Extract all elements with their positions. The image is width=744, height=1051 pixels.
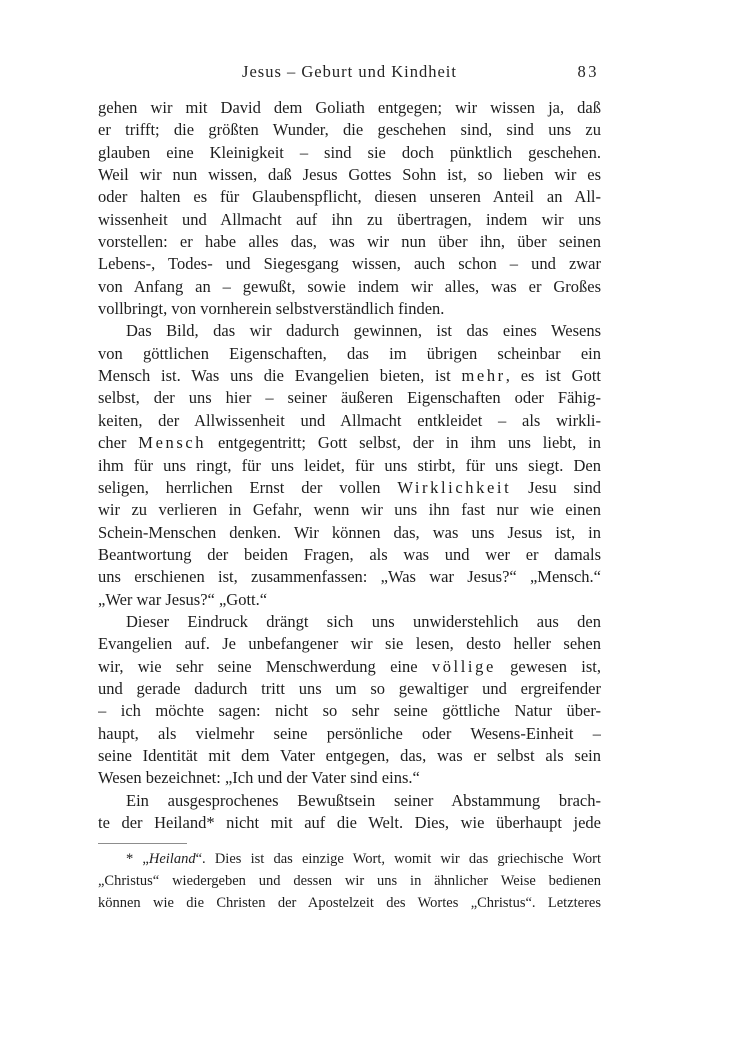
text-segment: cher xyxy=(98,433,139,453)
text-segment: Jesu sind xyxy=(511,477,601,497)
text-segment: Mensch xyxy=(138,433,207,453)
footnote-rule xyxy=(98,843,187,844)
body-text-line xyxy=(98,142,601,164)
running-header xyxy=(98,62,601,82)
body-text-line xyxy=(98,611,601,633)
body-text-line xyxy=(98,522,601,544)
page-number: 83 xyxy=(577,62,599,81)
text-segment: seligen, herrlichen Ernst der vollen xyxy=(98,477,398,497)
body-text-line xyxy=(98,209,601,231)
body-text-line xyxy=(98,566,601,588)
text-segment: * „ xyxy=(126,851,149,867)
body-text-line xyxy=(98,231,601,253)
body-text-line xyxy=(98,812,601,834)
text-segment: oder halten es für Glaubenspflicht, diesen unseren Anteil an All- xyxy=(98,187,601,207)
text-segment: vollbringt, von vornherein selbstverständlich finden. xyxy=(98,299,445,319)
text-segment: ihm für uns ringt, für uns leidet, für uns stirbt, für uns siegt. Den xyxy=(98,455,601,475)
body-text-line xyxy=(98,298,601,320)
body-text-line xyxy=(98,499,601,521)
text-segment: Schein-Menschen denken. Wir können das, was uns Jesus ist, in xyxy=(98,522,601,542)
text-segment: können wie die Christen der Apostelzeit des Wortes „Christus“. Letzteres xyxy=(98,894,601,911)
text-segment: Wirklichkeit xyxy=(397,477,512,497)
footnote-line xyxy=(98,849,601,871)
body-text-line xyxy=(98,119,601,141)
body-text-line xyxy=(98,97,601,119)
text-segment: – ich möchte sagen: nicht so sehr seine göttliche Natur über- xyxy=(98,701,601,721)
text-segment: und gerade dadurch tritt uns um so gewaltiger und ergreifender xyxy=(98,678,601,698)
text-segment: glauben eine Kleinigkeit – sind sie doch pünktlich geschehen. xyxy=(98,142,601,162)
body-text-line xyxy=(98,589,601,611)
footnote-line xyxy=(98,871,601,893)
text-segment: haupt, als vielmehr seine persönliche oder Wesens-Einheit – xyxy=(98,723,601,743)
body-text-line xyxy=(98,790,601,812)
body-text-line xyxy=(98,723,601,745)
body-text-line xyxy=(98,656,601,678)
text-segment: mehr xyxy=(461,366,506,386)
text-segment: wir zu verlieren in Gefahr, wenn wir uns ihn fast nur wie einen xyxy=(98,500,601,520)
body-text xyxy=(98,97,601,834)
text-segment: wissenheit und Allmacht auf ihn zu übertragen, indem wir uns xyxy=(98,209,601,229)
text-segment: Weil wir nun wissen, daß Jesus Gottes Sohn ist, so lieben wir es xyxy=(98,165,601,185)
body-text-line xyxy=(98,410,601,432)
body-text-line xyxy=(98,700,601,722)
body-text-line xyxy=(98,633,601,655)
text-segment: entgegentritt; Gott selbst, der in ihm uns liebt, in xyxy=(206,433,601,453)
text-segment: seine Identität mit dem Vater entgegen, das, was er selbst als sein xyxy=(98,745,601,765)
body-text-line xyxy=(98,253,601,275)
text-segment: von göttlichen Eigenschaften, das im übrigen scheinbar ein xyxy=(98,343,601,363)
text-segment: Wesen bezeichnet: „Ich und der Vater sind eins.“ xyxy=(98,768,420,788)
text-segment: er trifft; die größten Wunder, die geschehen sind, sind uns zu xyxy=(98,120,601,140)
footnote-lines xyxy=(98,849,601,914)
body-text-line xyxy=(98,320,601,342)
body-text-line xyxy=(98,544,601,566)
text-segment: “. Dies ist das einzige Wort, womit wir das griechische Wort xyxy=(195,851,601,867)
text-segment: keiten, der Allwissenheit und Allmacht entkleidet – als wirkli- xyxy=(98,410,601,430)
text-segment: Das Bild, das wir dadurch gewinnen, ist das eines Wesens xyxy=(126,321,601,341)
text-segment: Beantwortung der beiden Fragen, als was und wer er damals xyxy=(98,544,601,564)
body-text-line xyxy=(98,186,601,208)
text-segment: selbst, der uns hier – seiner äußeren Eigenschaften oder Fähig- xyxy=(98,388,601,408)
body-text-line xyxy=(98,365,601,387)
text-segment: uns erschienen ist, zusammenfassen: „Was war Jesus?“ „Mensch.“ xyxy=(98,567,601,587)
text-segment: „Christus“ wiedergeben und dessen wir uns in ähnlicher Weise bedienen xyxy=(98,872,601,889)
text-segment: wir, wie sehr seine Menschwerdung eine xyxy=(98,656,432,676)
text-segment: Evangelien auf. Je unbefangener wir sie lesen, desto heller sehen xyxy=(98,634,601,654)
text-segment: Dieser Eindruck drängt sich uns unwiderstehlich aus den xyxy=(126,611,601,631)
text-segment: gewesen ist, xyxy=(495,656,601,676)
footnote-line xyxy=(98,893,601,915)
text-segment: te der Heiland* nicht mit auf die Welt. Dies, wie überhaupt jede xyxy=(98,813,601,832)
body-text-line xyxy=(98,455,601,477)
body-text-line xyxy=(98,477,601,499)
body-text-line xyxy=(98,432,601,454)
text-segment: , es ist Gott xyxy=(505,366,601,386)
text-segment: Heiland xyxy=(148,851,196,867)
body-text-line xyxy=(98,745,601,767)
body-text-line xyxy=(98,678,601,700)
text-segment: Lebens-, Todes- und Siegesgang wissen, auch schon – und zwar xyxy=(98,254,601,274)
page-header-title: Jesus – Geburt und Kindheit xyxy=(242,62,457,81)
text-segment: gehen wir mit David dem Goliath entgegen; wir wissen ja, daß xyxy=(98,98,601,117)
text-segment: völlige xyxy=(431,656,496,676)
text-segment: Ein ausgesprochenes Bewußtsein seiner Abstammung brach- xyxy=(126,790,601,810)
text-segment: vorstellen: er habe alles das, was wir nun über ihn, über seinen xyxy=(98,232,601,252)
body-text-line xyxy=(98,387,601,409)
body-text-line xyxy=(98,164,601,186)
text-segment: Mensch ist. Was uns die Evangelien bieten, ist xyxy=(98,366,462,386)
body-text-line xyxy=(98,767,601,789)
body-text-line xyxy=(98,276,601,298)
text-segment: von Anfang an – gewußt, sowie indem wir alles, was er Großes xyxy=(98,276,601,296)
text-segment: „Wer war Jesus?“ „Gott.“ xyxy=(98,589,268,609)
body-text-line xyxy=(98,343,601,365)
footnote xyxy=(98,841,601,914)
